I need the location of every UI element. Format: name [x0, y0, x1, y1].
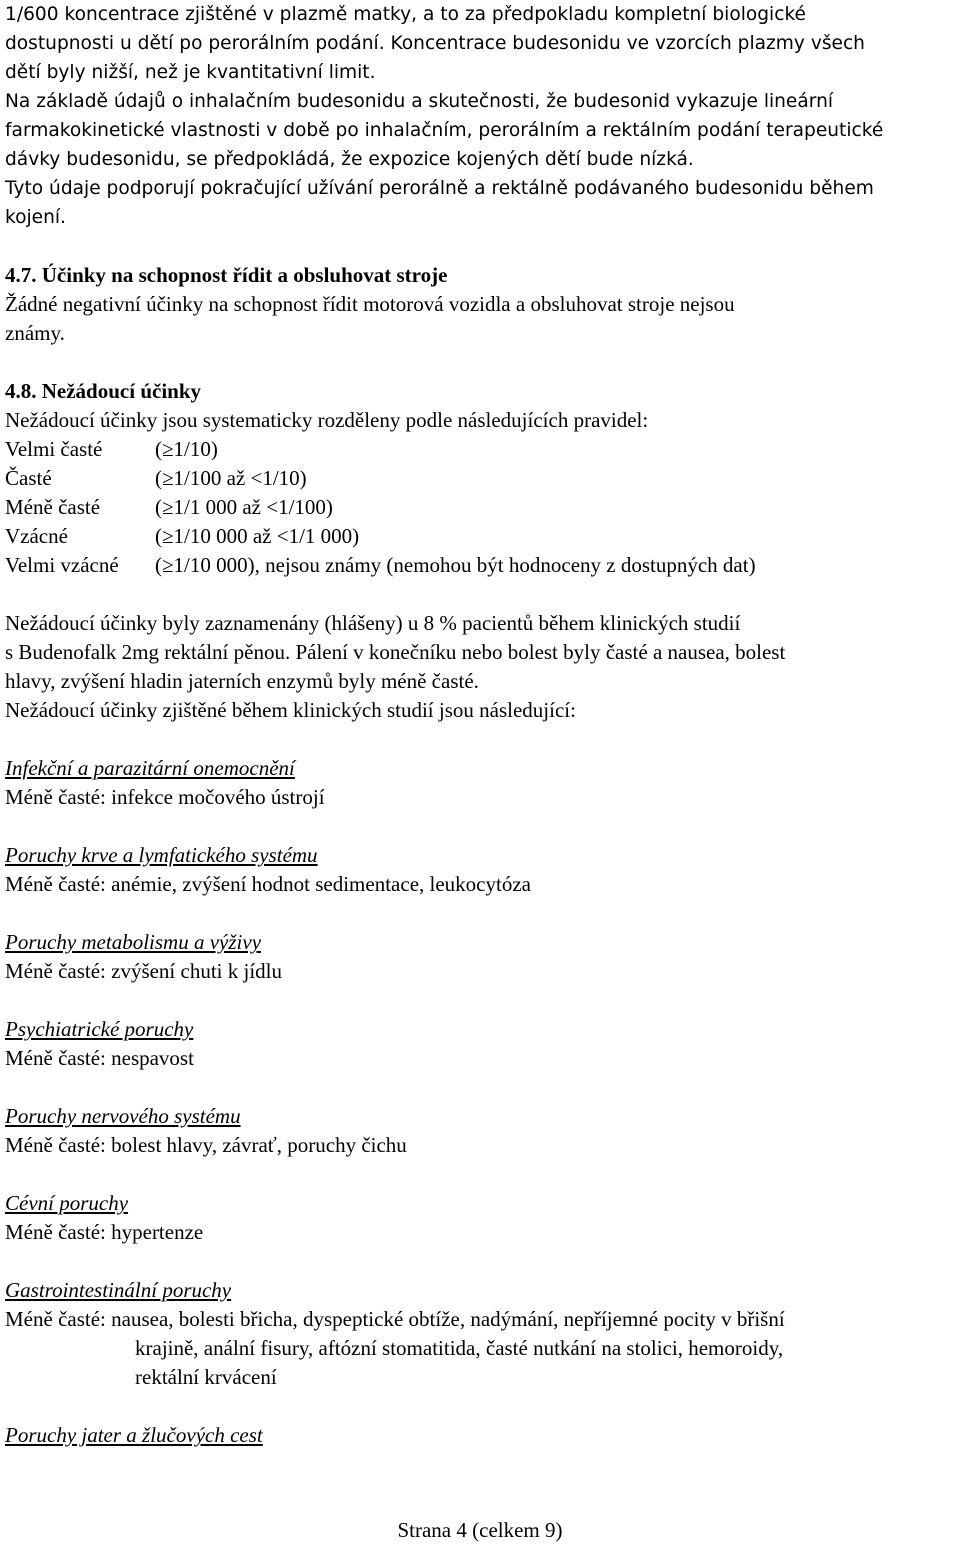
adverse-category: [5, 1102, 955, 1160]
category-line: Méně časté: hypertenze: [5, 1220, 204, 1244]
frequency-value: (≥1/1 000 až <1/100): [155, 495, 333, 519]
adverse-category-gastro: [5, 1276, 955, 1392]
category-line: Méně časté: bolest hlavy, závrať, poruchy čichu: [5, 1133, 407, 1157]
spacer: [5, 899, 955, 928]
category-line: Méně časté: infekce močového ústrojí: [5, 785, 325, 809]
text-line: známy.: [5, 321, 65, 345]
frequency-label: Méně časté: [5, 495, 101, 519]
page-footer: Strana 4 (celkem 9): [397, 1518, 563, 1542]
frequency-row: [5, 493, 955, 522]
text-line: Na základě údajů o inhalačním budesonidu a skutečnosti, že budesonid vykazuje lineární: [5, 91, 834, 112]
category-title: Infekční a parazitární onemocnění: [5, 756, 295, 780]
text-line: 1/600 koncentrace zjištěné v plazmě matky, a to za předpokladu kompletní biologické: [5, 4, 806, 25]
text-line: Tyto údaje podporují pokračující užívání perorálně a rektálně podávaného budesonidu během: [5, 178, 874, 199]
frequency-value: (≥1/10 000), nejsou známy (nemohou být hodnoceny z dostupných dat): [155, 553, 756, 577]
section-heading: 4.8. Nežádoucí účinky: [5, 379, 202, 403]
intro-paragraph: [5, 0, 955, 232]
spacer: [5, 812, 955, 841]
frequency-label: Vzácné: [5, 524, 68, 548]
frequency-value: (≥1/10): [155, 437, 218, 461]
category-text: nausea, bolesti břicha, dyspeptické obtíže, nadýmání, nepříjemné pocity v břišní: [111, 1307, 785, 1331]
text-line: farmakokinetické vlastnosti v době po inhalačním, perorálním a rektálním podání terapeutické: [5, 120, 884, 141]
frequency-label: Velmi časté: [5, 437, 103, 461]
frequency-table: [5, 435, 955, 580]
category-title: Psychiatrické poruchy: [5, 1017, 194, 1041]
spacer: [5, 986, 955, 1015]
spacer: [5, 1073, 955, 1102]
text-line: dávky budesonidu, se předpokládá, že expozice kojených dětí bude nízká.: [5, 149, 694, 170]
text-line: Nežádoucí účinky zjištěné během klinických studií jsou následující:: [5, 698, 576, 722]
frequency-row: [5, 464, 955, 493]
text-line: s Budenofalk 2mg rektální pěnou. Pálení v konečníku nebo bolest byly časté a nausea, bolest: [5, 640, 786, 664]
category-title: Gastrointestinální poruchy: [5, 1278, 232, 1302]
frequency-value: (≥1/100 až <1/10): [155, 466, 307, 490]
category-line-continued: rektální krvácení: [135, 1365, 277, 1389]
category-line: Méně časté: zvýšení chuti k jídlu: [5, 959, 283, 983]
text-line: Žádné negativní účinky na schopnost řídit motorová vozidla a obsluhovat stroje nejsou: [5, 292, 735, 316]
adverse-category: [5, 1421, 955, 1450]
spacer: [5, 348, 955, 377]
text-line: dostupnosti u dětí po perorálním podání. Koncentrace budesonidu ve vzorcích plazmy všech: [5, 33, 865, 54]
spacer: [5, 580, 955, 609]
category-line: Méně časté: anémie, zvýšení hodnot sedimentace, leukocytóza: [5, 872, 531, 896]
document-page: [5, 0, 955, 1450]
category-title: Cévní poruchy: [5, 1191, 129, 1215]
spacer: [5, 232, 955, 261]
frequency-row: [5, 522, 955, 551]
adverse-category: [5, 1189, 955, 1247]
adverse-category: [5, 754, 955, 812]
text-line: dětí byly nižší, než je kvantitativní limit.: [5, 62, 376, 83]
spacer: [5, 725, 955, 754]
frequency-row: [5, 435, 955, 464]
adverse-category: [5, 928, 955, 986]
frequency-label: Velmi vzácné: [5, 553, 119, 577]
category-line-continued: krajině, anální fisury, aftózní stomatitida, časté nutkání na stolici, hemoroidy,: [135, 1336, 784, 1360]
text-line: kojení.: [5, 207, 66, 228]
section-heading: 4.7. Účinky na schopnost řídit a obsluhovat stroje: [5, 263, 448, 287]
text-line: Nežádoucí účinky byly zaznamenány (hlášeny) u 8 % pacientů během klinických studií: [5, 611, 741, 635]
spacer: [5, 1160, 955, 1189]
section-4-8: [5, 377, 955, 1450]
category-title: Poruchy metabolismu a výživy: [5, 930, 262, 954]
category-line: Méně časté: nespavost: [5, 1046, 194, 1070]
text-line: Nežádoucí účinky jsou systematicky rozděleny podle následujících pravidel:: [5, 408, 649, 432]
category-title: Poruchy jater a žlučových cest: [5, 1423, 263, 1447]
section-4-7: [5, 261, 955, 348]
category-title: Poruchy krve a lymfatického systému: [5, 843, 318, 867]
category-line: [5, 1305, 955, 1334]
adverse-category: [5, 1015, 955, 1073]
adverse-category: [5, 841, 955, 899]
spacer: [5, 1247, 955, 1276]
text-line: hlavy, zvýšení hladin jaterních enzymů byly méně časté.: [5, 669, 479, 693]
frequency-prefix: Méně časté:: [5, 1307, 112, 1331]
category-title: Poruchy nervového systému: [5, 1104, 241, 1128]
frequency-value: (≥1/10 000 až <1/1 000): [155, 524, 360, 548]
frequency-row: [5, 551, 955, 580]
spacer: [5, 1392, 955, 1421]
frequency-label: Časté: [5, 466, 52, 490]
